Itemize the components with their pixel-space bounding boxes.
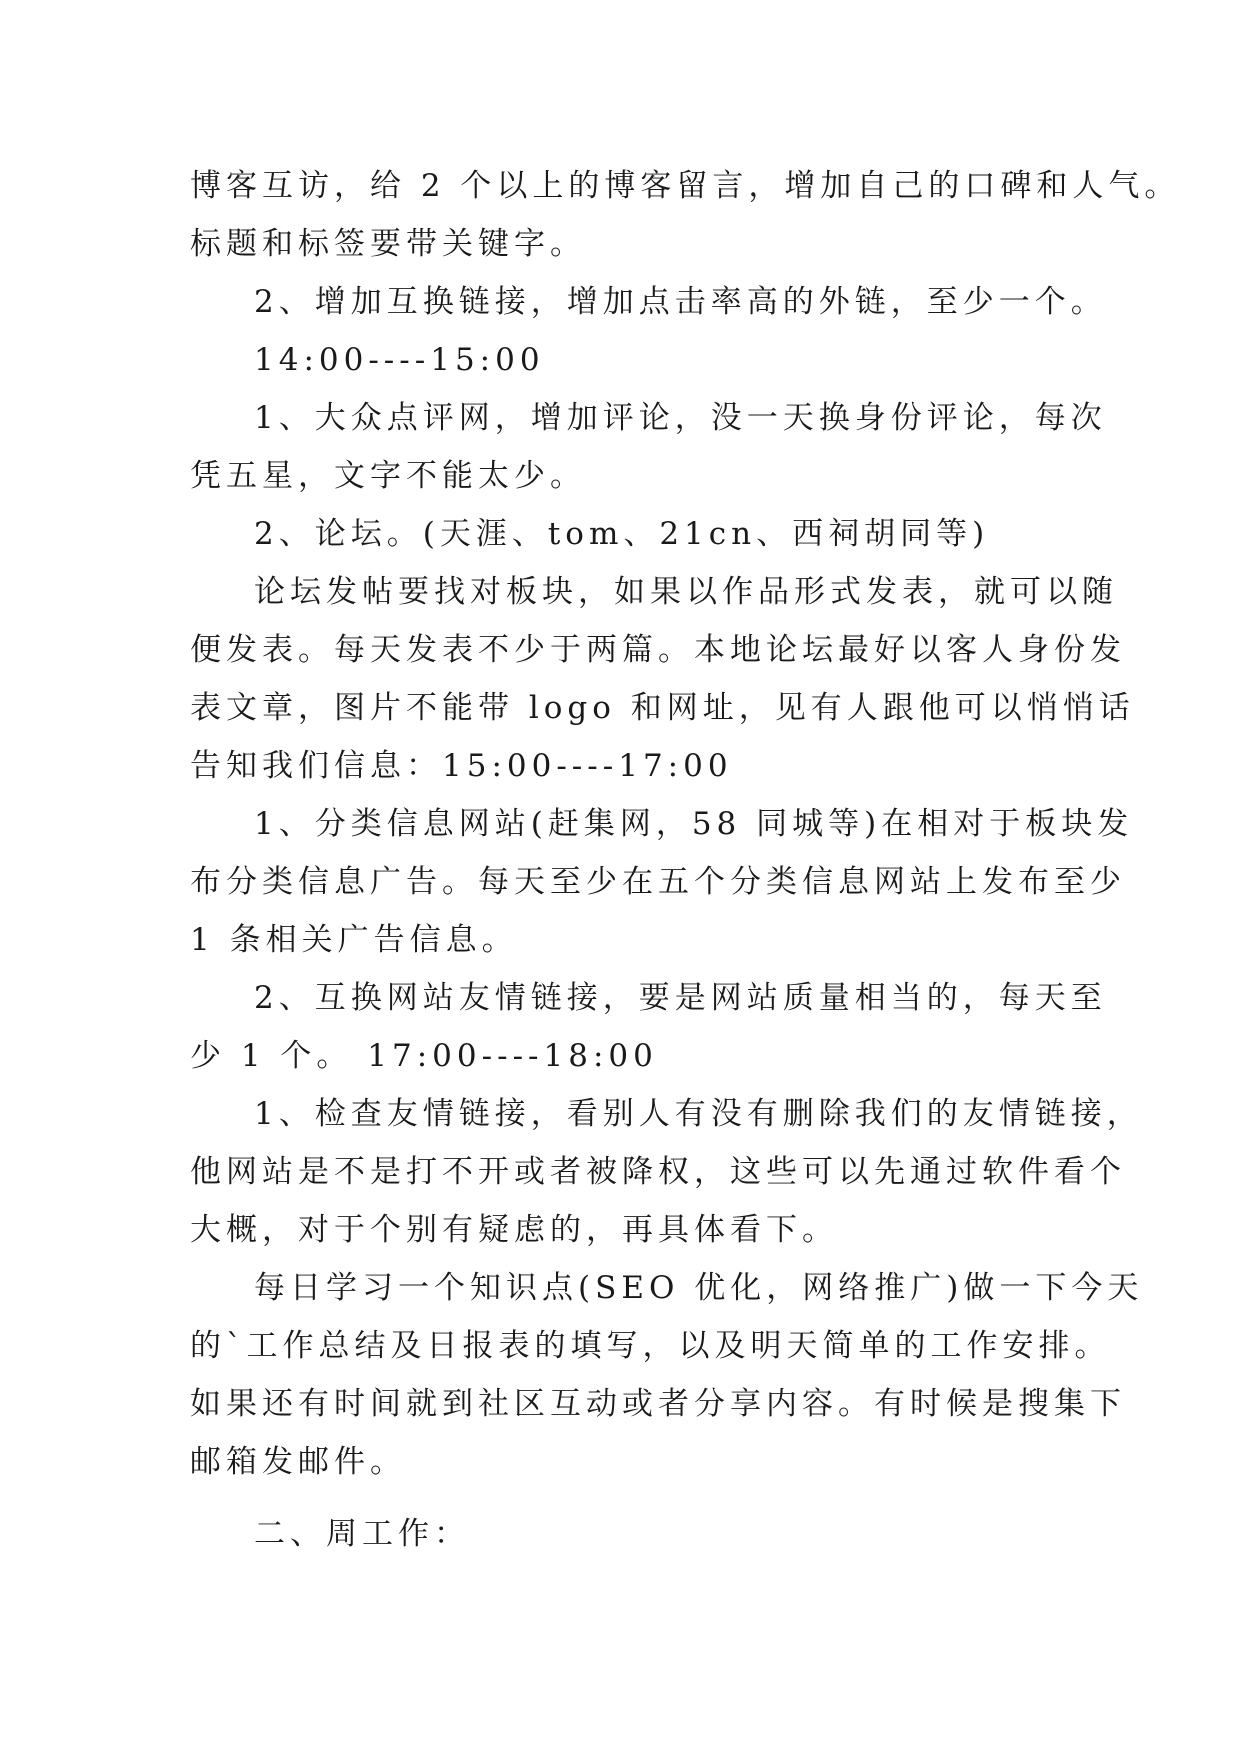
document-body	[190, 157, 1181, 1563]
text-line: 1、大众点评网，增加评论，没一天换身份评论，每次	[254, 400, 1107, 436]
text-line: 告知我们信息：15:00----17:00	[190, 748, 733, 784]
text-line: 每日学习一个知识点(SEO 优化，网络推广)做一下今天	[254, 1270, 1144, 1306]
text-line: 布分类信息广告。每天至少在五个分类信息网站上发布至少	[190, 864, 1126, 900]
paragraph-gap	[190, 1491, 1070, 1505]
text-line: 1、检查友情链接，看别人有没有删除我们的友情链接，	[254, 1096, 1143, 1132]
text-line: 他网站是不是打不开或者被降权，这些可以先通过软件看个	[190, 1154, 1126, 1190]
text-line: 如果还有时间就到社区互动或者分享内容。有时候是搜集下	[190, 1386, 1126, 1422]
text-line: 表文章，图片不能带 logo 和网址，见有人跟他可以悄悄话	[190, 690, 1135, 726]
text-line: 凭五星，文字不能太少。	[190, 458, 586, 494]
text-line: 的`工作总结及日报表的填写，以及明天简单的工作安排。	[190, 1328, 1111, 1364]
text-line: 14:00----15:00	[254, 342, 545, 378]
text-line: 2、互换网站友情链接，要是网站质量相当的，每天至	[254, 980, 1107, 1016]
text-line: 博客互访，给 2 个以上的博客留言，增加自己的口碑和人气。	[190, 168, 1181, 204]
text-line: 2、增加互换链接，增加点击率高的外链，至少一个。	[254, 284, 1107, 320]
text-line: 1 条相关广告信息。	[190, 922, 518, 958]
text-line: 1、分类信息网站(赶集网，58 同城等)在相对于板块发	[254, 806, 1134, 842]
text-line: 邮箱发邮件。	[190, 1444, 406, 1480]
section-heading: 二、周工作：	[254, 1516, 470, 1552]
text-line: 标题和标签要带关键字。	[190, 226, 586, 262]
text-line: 便发表。每天发表不少于两篇。本地论坛最好以客人身份发	[190, 632, 1126, 668]
text-line: 少 1 个。 17:00----18:00	[190, 1038, 658, 1074]
text-line: 大概，对于个别有疑虑的，再具体看下。	[190, 1212, 838, 1248]
text-line: 2、论坛。(天涯、tom、21cn、西祠胡同等)	[254, 516, 990, 552]
text-line: 论坛发帖要找对板块，如果以作品形式发表，就可以随	[254, 574, 1118, 610]
